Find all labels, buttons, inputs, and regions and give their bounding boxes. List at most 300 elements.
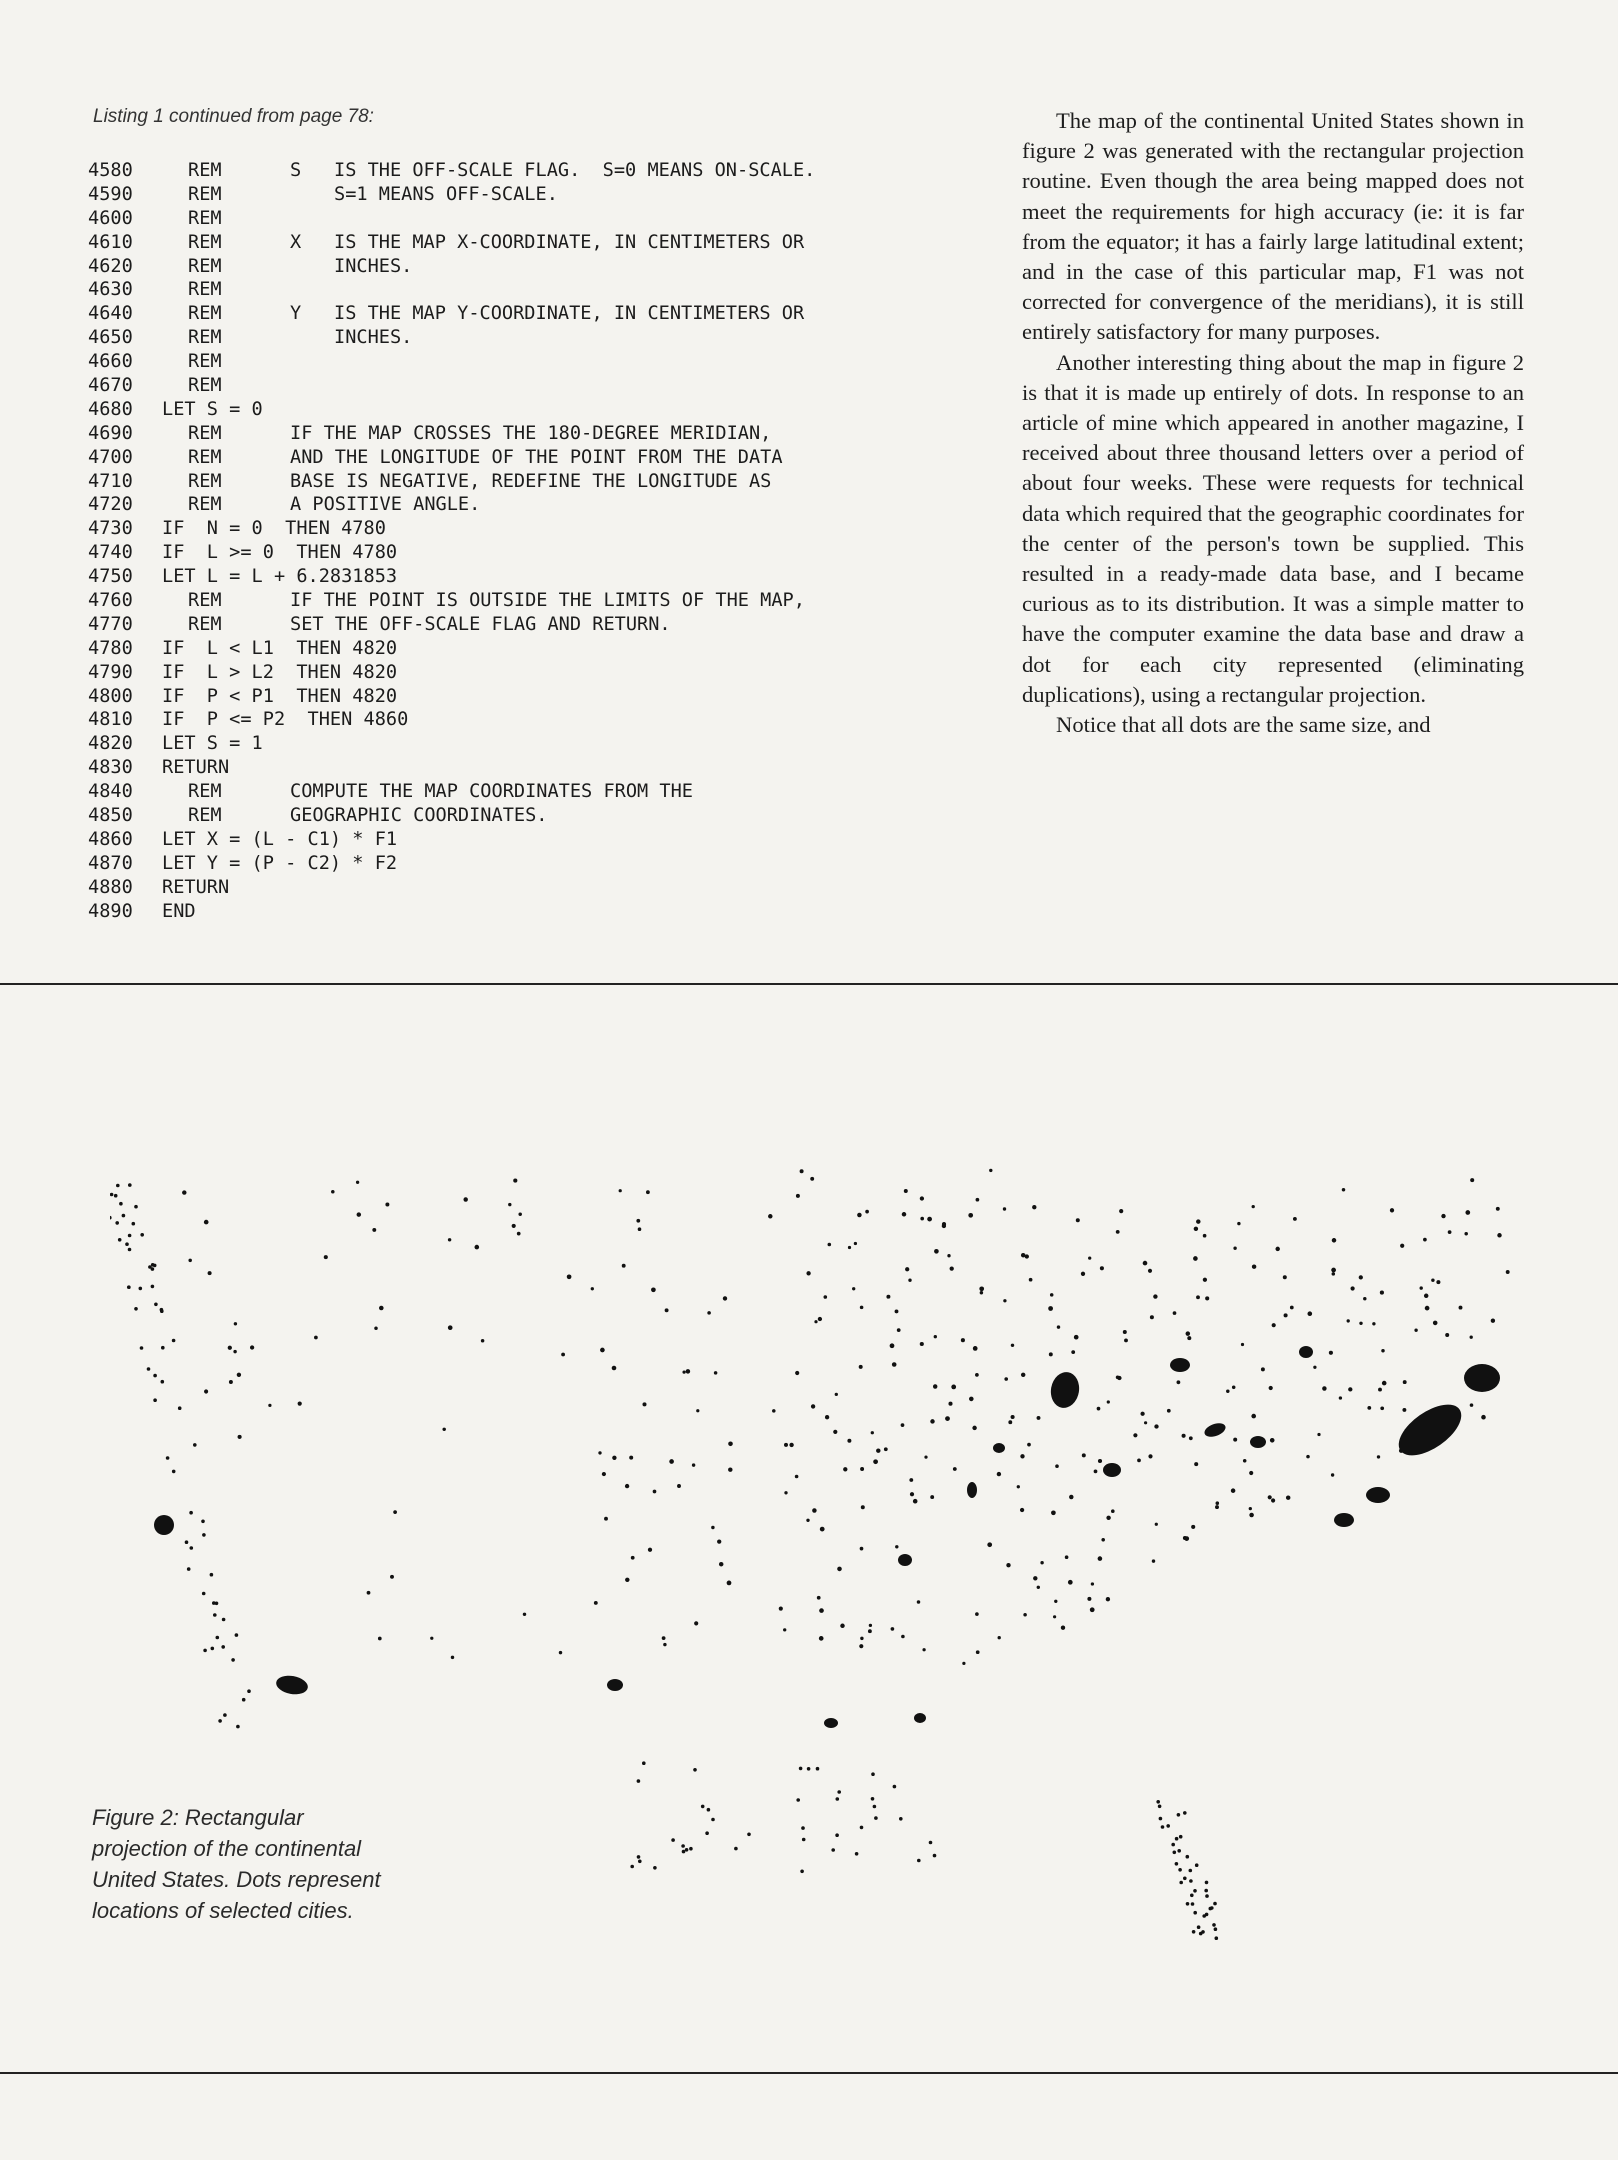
city-dot — [795, 1371, 799, 1375]
city-dot — [1481, 1415, 1486, 1420]
city-dot — [980, 1291, 983, 1294]
city-dot — [975, 1612, 979, 1616]
city-dot — [913, 1499, 918, 1504]
line-number: 4670 — [88, 375, 133, 397]
city-dot — [1363, 1297, 1366, 1300]
city-dot — [1097, 1407, 1101, 1411]
city-dot — [1243, 1459, 1247, 1463]
city-cluster — [898, 1554, 912, 1566]
city-dot — [374, 1326, 377, 1329]
city-cluster — [1366, 1487, 1390, 1503]
city-dot — [638, 1227, 642, 1231]
city-dot — [969, 1397, 974, 1402]
city-dot — [789, 1443, 793, 1447]
city-dot — [1359, 1322, 1362, 1325]
city-dot — [208, 1271, 212, 1275]
city-dot — [922, 1648, 925, 1651]
city-dot — [860, 1467, 864, 1471]
city-dot — [1137, 1459, 1141, 1463]
city-dot — [201, 1520, 205, 1524]
city-dot — [475, 1245, 480, 1250]
city-dot — [122, 1214, 126, 1218]
code-line — [88, 732, 988, 756]
city-dot — [1465, 1210, 1470, 1215]
city-dot — [1470, 1178, 1474, 1182]
code-variable: X — [290, 231, 302, 253]
city-dot — [796, 1798, 800, 1802]
code-line — [88, 255, 988, 279]
code-keyword: REM — [188, 231, 222, 253]
city-dot — [1050, 1293, 1054, 1297]
code-line — [88, 565, 988, 589]
code-statement: LET S = 1 — [162, 733, 263, 755]
city-dot — [902, 1212, 907, 1217]
city-dot — [1017, 1485, 1020, 1488]
city-dot — [213, 1613, 217, 1617]
city-dot — [989, 1169, 992, 1172]
city-dot — [1148, 1454, 1152, 1458]
code-line — [88, 183, 988, 207]
city-dot — [669, 1459, 674, 1464]
line-number: 4630 — [88, 279, 133, 301]
city-dot — [1177, 1380, 1181, 1384]
code-statement: IF L > L2 THEN 4820 — [162, 661, 398, 683]
city-cluster — [993, 1443, 1005, 1453]
city-dot — [801, 1826, 805, 1830]
city-dot — [1153, 1294, 1157, 1298]
city-dot — [622, 1264, 626, 1268]
city-dot — [707, 1808, 711, 1812]
city-dot — [236, 1725, 240, 1729]
city-dot — [1006, 1563, 1010, 1567]
code-text: IS THE MAP X-COORDINATE, IN CENTIMETERS OR — [334, 231, 805, 253]
code-statement: LET S = 0 — [162, 398, 263, 420]
code-text: IF THE POINT IS OUTSIDE THE LIMITS OF THE MAP, — [290, 590, 805, 612]
city-dot — [820, 1527, 825, 1532]
city-dot — [1186, 1855, 1190, 1859]
city-dot — [1189, 1436, 1193, 1440]
city-dot — [840, 1624, 845, 1629]
city-dot — [119, 1202, 123, 1206]
city-dot — [1189, 1869, 1193, 1873]
city-dot — [909, 1478, 913, 1482]
city-dot — [920, 1196, 924, 1200]
city-dot — [905, 1267, 909, 1271]
city-dot — [1402, 1408, 1406, 1412]
city-dot — [719, 1562, 723, 1566]
city-dot — [1071, 1350, 1075, 1354]
city-dot — [972, 1426, 976, 1430]
city-dot — [728, 1467, 732, 1471]
code-statement: LET Y = (P - C2) * F2 — [162, 852, 398, 874]
city-dot — [1424, 1294, 1428, 1298]
code-text: GEOGRAPHIC COORDINATES. — [290, 805, 548, 827]
city-dot — [1011, 1344, 1014, 1347]
city-dot — [1196, 1219, 1200, 1223]
figure-caption: Figure 2: Rectangular projection of the continental United States. Dots represent locations of selected cities. — [92, 1805, 381, 1923]
city-dot — [229, 1380, 233, 1384]
city-dot — [1088, 1256, 1091, 1259]
line-number: 4720 — [88, 494, 133, 516]
city-dot — [1212, 1923, 1216, 1927]
city-dot — [1194, 1462, 1198, 1466]
city-dot — [127, 1285, 131, 1289]
city-dot — [1237, 1222, 1240, 1225]
city-dot — [1470, 1336, 1473, 1339]
city-dot — [1011, 1415, 1015, 1419]
city-dot — [997, 1472, 1001, 1476]
city-dot — [1177, 1813, 1181, 1817]
line-number: 4740 — [88, 542, 133, 564]
city-dot — [968, 1213, 973, 1218]
city-dot — [1233, 1247, 1236, 1250]
city-dot — [1032, 1205, 1036, 1209]
city-dot — [1459, 1306, 1463, 1310]
line-number: 4890 — [88, 900, 133, 922]
city-dot — [1331, 1473, 1334, 1476]
city-dot — [331, 1190, 335, 1194]
city-dot — [819, 1636, 824, 1641]
city-dot — [1020, 1454, 1024, 1458]
city-dot — [975, 1373, 979, 1377]
city-cluster — [1103, 1463, 1121, 1477]
city-dot — [619, 1189, 622, 1192]
city-dot — [1156, 1800, 1160, 1804]
city-dot — [1074, 1335, 1079, 1340]
city-dot — [178, 1406, 182, 1410]
city-dot — [385, 1203, 389, 1207]
city-dot — [1261, 1367, 1265, 1371]
code-text: SET THE OFF-SCALE FLAG AND RETURN. — [290, 613, 671, 635]
city-dot — [860, 1826, 864, 1830]
city-dot — [118, 1238, 122, 1242]
city-dot — [298, 1401, 302, 1405]
city-dot — [694, 1621, 698, 1625]
city-dot — [686, 1369, 691, 1374]
city-dot — [512, 1224, 516, 1228]
city-dot — [1329, 1351, 1333, 1355]
city-dot — [513, 1179, 517, 1183]
line-number: 4750 — [88, 566, 133, 588]
city-dot — [1271, 1498, 1275, 1502]
city-dot — [630, 1865, 634, 1869]
city-dot — [1187, 1336, 1191, 1340]
city-dot — [1101, 1538, 1105, 1542]
code-statement: IF L >= 0 THEN 4780 — [162, 542, 398, 564]
city-dot — [873, 1805, 877, 1809]
city-dot — [1380, 1291, 1384, 1295]
city-cluster — [1464, 1364, 1500, 1392]
code-keyword: REM — [188, 183, 222, 205]
city-dot — [707, 1311, 711, 1315]
city-dot — [1433, 1321, 1438, 1326]
city-dot — [945, 1416, 950, 1421]
city-dot — [1496, 1207, 1500, 1211]
city-dot — [1053, 1615, 1056, 1618]
city-dot — [1197, 1925, 1201, 1929]
city-cluster — [1390, 1395, 1470, 1466]
code-line — [88, 804, 988, 828]
city-dot — [799, 1767, 803, 1771]
city-dot — [1123, 1330, 1127, 1334]
code-line — [88, 852, 988, 876]
city-dot — [600, 1348, 605, 1353]
city-dot — [1215, 1505, 1219, 1509]
code-line — [88, 326, 988, 350]
code-line — [88, 708, 988, 732]
city-dot — [1252, 1205, 1255, 1208]
city-dot — [1148, 1269, 1152, 1273]
city-dot — [1382, 1381, 1387, 1386]
city-dot — [247, 1689, 251, 1693]
city-dot — [1179, 1835, 1183, 1839]
city-dot — [1252, 1264, 1256, 1268]
city-dot — [1106, 1597, 1110, 1601]
city-dot — [893, 1785, 897, 1789]
code-text: COMPUTE THE MAP COORDINATES FROM THE — [290, 781, 693, 803]
city-dot — [166, 1456, 170, 1460]
city-dot — [448, 1238, 451, 1241]
city-dot — [816, 1767, 820, 1771]
city-dot — [814, 1320, 817, 1323]
city-dot — [372, 1228, 376, 1232]
city-dot — [1027, 1443, 1031, 1447]
city-dot — [892, 1362, 897, 1367]
code-keyword: REM — [188, 590, 222, 612]
city-dot — [871, 1431, 874, 1434]
city-dot — [1048, 1306, 1053, 1311]
city-dot — [865, 1210, 869, 1214]
city-dot — [1161, 1825, 1165, 1829]
city-dot — [211, 1647, 215, 1651]
city-dot — [625, 1484, 629, 1488]
city-dot — [768, 1214, 772, 1218]
city-dot — [948, 1402, 952, 1406]
city-dot — [1100, 1266, 1104, 1270]
code-keyword: REM — [188, 207, 222, 229]
city-dot — [1158, 1805, 1162, 1809]
code-line — [88, 756, 988, 780]
city-cluster — [1170, 1358, 1190, 1372]
city-dot — [1210, 1906, 1214, 1910]
city-dot — [837, 1567, 842, 1572]
city-dot — [1380, 1406, 1384, 1410]
city-dot — [463, 1197, 467, 1201]
city-dot — [1414, 1329, 1417, 1332]
city-dot — [662, 1636, 666, 1640]
code-line — [88, 589, 988, 613]
city-dot — [1098, 1459, 1102, 1463]
city-dot — [1167, 1409, 1171, 1413]
city-dot — [1272, 1323, 1276, 1327]
city-dot — [1094, 1470, 1098, 1474]
paragraph: Notice that all dots are the same size, and — [1056, 712, 1431, 738]
city-dot — [151, 1267, 155, 1271]
city-dot — [1203, 1278, 1207, 1282]
code-statement: IF P < P1 THEN 4820 — [162, 685, 398, 707]
city-dot — [648, 1548, 652, 1552]
city-dot — [204, 1220, 209, 1225]
city-dot — [134, 1307, 138, 1311]
code-keyword: REM — [188, 613, 222, 635]
city-dot — [818, 1317, 822, 1321]
city-dot — [612, 1456, 616, 1460]
city-dot — [1154, 1424, 1158, 1428]
city-dot — [1051, 1510, 1056, 1515]
code-line — [88, 159, 988, 183]
code-text: AND THE LONGITUDE OF THE POINT FROM THE DATA — [290, 446, 783, 468]
line-number: 4770 — [88, 613, 133, 635]
city-dot — [953, 1467, 957, 1471]
city-dot — [1119, 1209, 1123, 1213]
city-dot — [934, 1249, 939, 1254]
city-dot — [379, 1306, 384, 1311]
city-dot — [132, 1222, 136, 1226]
city-dot — [810, 1177, 814, 1181]
line-number: 4790 — [88, 661, 133, 683]
city-dot — [779, 1607, 783, 1611]
city-dot — [1270, 1438, 1275, 1443]
city-dot — [833, 1430, 837, 1434]
city-dot — [638, 1860, 642, 1864]
line-number: 4760 — [88, 590, 133, 612]
city-dot — [612, 1366, 617, 1371]
city-dot — [1436, 1280, 1440, 1284]
city-dot — [819, 1608, 824, 1613]
city-dot — [976, 1198, 980, 1202]
city-dot — [128, 1234, 132, 1238]
city-dot — [711, 1818, 715, 1822]
city-dot — [860, 1637, 863, 1640]
city-dot — [1178, 1868, 1182, 1872]
code-keyword: REM — [188, 160, 222, 181]
code-line — [88, 661, 988, 685]
city-dot — [728, 1441, 733, 1446]
city-dot — [1186, 1902, 1190, 1906]
line-number: 4610 — [88, 231, 133, 253]
city-dot — [140, 1233, 144, 1237]
city-dot — [1082, 1453, 1086, 1457]
city-dot — [250, 1345, 254, 1349]
city-dot — [920, 1217, 924, 1221]
city-dot — [1403, 1380, 1407, 1384]
city-dot — [1179, 1881, 1183, 1885]
article-text — [1022, 106, 1524, 740]
city-dot — [1306, 1455, 1310, 1459]
city-dot — [1317, 1433, 1320, 1436]
city-dot — [1196, 1295, 1200, 1299]
city-dot — [930, 1495, 934, 1499]
code-line — [88, 302, 988, 326]
code-statement: LET X = (L - C1) * F1 — [162, 828, 398, 850]
city-dot — [1241, 1343, 1244, 1346]
city-dot — [442, 1428, 445, 1431]
city-dot — [874, 1816, 878, 1820]
city-cluster — [1334, 1513, 1354, 1527]
code-variable: Y — [290, 303, 302, 325]
city-dot — [1448, 1230, 1452, 1234]
city-dot — [1377, 1455, 1380, 1458]
city-dot — [1231, 1488, 1236, 1493]
city-cluster — [967, 1482, 977, 1498]
city-dot — [1173, 1311, 1177, 1315]
city-dot — [857, 1213, 862, 1218]
city-dot — [920, 1342, 924, 1346]
city-dot — [1166, 1824, 1170, 1828]
city-dot — [242, 1698, 246, 1702]
city-dot — [825, 1415, 829, 1419]
code-keyword: REM — [188, 375, 222, 397]
city-dot — [1173, 1851, 1177, 1855]
city-dot — [1184, 1536, 1189, 1541]
city-dot — [904, 1189, 908, 1193]
city-dot — [1491, 1319, 1495, 1323]
city-dot — [973, 1346, 978, 1351]
city-dot — [202, 1533, 206, 1537]
city-dot — [705, 1831, 709, 1835]
city-dot — [1293, 1217, 1297, 1221]
city-dot — [1199, 1932, 1203, 1936]
city-dot — [1021, 1253, 1025, 1257]
city-dot — [800, 1169, 804, 1173]
city-dot — [796, 1194, 800, 1198]
city-dot — [951, 1385, 956, 1390]
code-variable: S — [290, 160, 302, 181]
code-line — [88, 780, 988, 804]
city-dot — [110, 1216, 112, 1220]
city-dot — [1497, 1233, 1501, 1237]
city-dot — [1205, 1296, 1209, 1300]
city-dot — [681, 1844, 685, 1848]
city-dot — [629, 1456, 633, 1460]
line-number: 4690 — [88, 422, 133, 444]
city-dot — [663, 1643, 666, 1646]
city-dot — [1023, 1613, 1027, 1617]
city-dot — [1213, 1902, 1217, 1906]
city-dot — [1205, 1881, 1209, 1885]
city-dot — [1331, 1268, 1336, 1273]
city-dot — [1057, 1325, 1060, 1328]
city-dot — [203, 1649, 207, 1653]
city-dot — [1116, 1375, 1120, 1379]
code-text: BASE IS NEGATIVE, REDEFINE THE LONGITUDE AS — [290, 470, 772, 492]
city-dot — [860, 1547, 864, 1551]
city-dot — [235, 1633, 239, 1637]
city-dot — [908, 1278, 911, 1281]
city-dot — [717, 1539, 721, 1543]
city-dot — [268, 1404, 271, 1407]
city-dot — [153, 1374, 157, 1378]
city-dot — [451, 1656, 454, 1659]
code-keyword: REM — [188, 327, 222, 349]
line-number: 4840 — [88, 781, 133, 803]
code-keyword: REM — [188, 494, 222, 516]
city-dot — [604, 1517, 608, 1521]
city-dot — [653, 1490, 657, 1494]
city-dot — [1194, 1227, 1198, 1231]
line-number: 4880 — [88, 876, 133, 898]
city-dot — [1195, 1863, 1199, 1867]
code-line — [88, 613, 988, 637]
city-dot — [1350, 1286, 1354, 1290]
city-dot — [223, 1713, 227, 1717]
city-dot — [1140, 1412, 1144, 1416]
city-dot — [134, 1205, 138, 1209]
city-dot — [1191, 1902, 1195, 1906]
city-dot — [1192, 1930, 1196, 1934]
city-dot — [591, 1287, 594, 1290]
city-dot — [378, 1637, 382, 1641]
